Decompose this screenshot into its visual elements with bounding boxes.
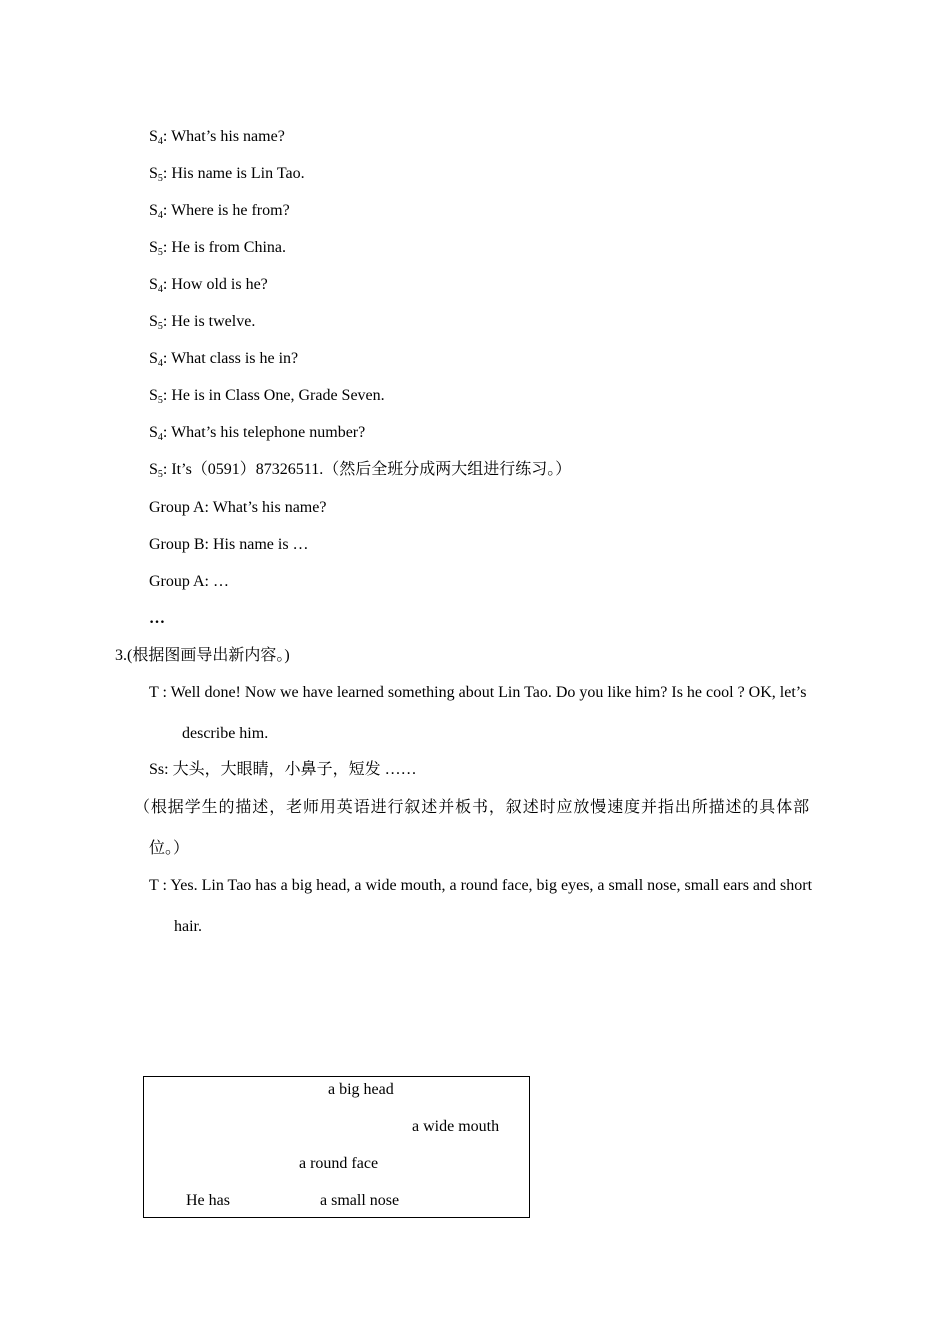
speaker-number: 5 [157,247,163,258]
speaker: S [149,461,158,478]
speaker-number: 4 [157,358,163,369]
dialogue-line [149,201,290,226]
dialogue-text: : He is in Class One, Grade Seven. [162,387,385,404]
dialogue-text: : It’s（0591）87326511.（然后全班分成两大组进行练习。） [162,461,572,478]
blackboard-box [143,1076,530,1218]
note-line-cont: 位。） [149,840,190,857]
speaker: S [149,350,158,367]
board-lead: He has [186,1192,230,1209]
speaker-number: 5 [157,395,163,406]
speaker-number: 4 [157,136,163,147]
speaker-number: 5 [157,469,163,480]
dialogue-text: : What class is he in? [162,350,299,367]
speaker-number: 5 [157,173,163,184]
dialogue-line [149,386,385,411]
ellipsis-line: … [149,610,165,627]
students-line: Ss: 大头，大眼睛，小鼻子，短发 …… [149,761,417,778]
dialogue-line [149,164,305,189]
speaker-number: 4 [157,210,163,221]
speaker: S [149,424,158,441]
group-line: Group B: His name is … [149,536,309,553]
dialogue-line [149,275,268,300]
speaker: S [149,313,158,330]
speaker: S [149,165,158,182]
group-line: Group A: What’s his name? [149,499,327,516]
speaker: S [149,239,158,256]
speaker-number: 4 [157,432,163,443]
teacher-line-cont: describe him. [182,725,269,742]
dialogue-text: : What’s his name? [162,128,285,145]
teacher-line: T : Yes. Lin Tao has a big head, a wide mouth, a round face, big eyes, a small nose, small ears and short [149,877,813,894]
speaker: S [149,387,158,404]
dialogue-line [149,349,298,374]
speaker-number: 5 [157,321,163,332]
board-item: a wide mouth [412,1118,500,1135]
dialogue-text: : His name is Lin Tao. [162,165,305,182]
board-item: a big head [328,1081,394,1098]
speaker: S [149,202,158,219]
dialogue-line [149,238,286,263]
board-item: a small nose [320,1192,400,1209]
dialogue-text: : Where is he from? [162,202,290,219]
dialogue-line [149,127,285,152]
teacher-line: T : Well done! Now we have learned something about Lin Tao. Do you like him? Is he cool ? OK, let’s [149,684,807,701]
teacher-line-cont: hair. [174,918,202,935]
speaker: S [149,276,158,293]
speaker-number: 4 [157,284,163,295]
dialogue-line [149,460,571,485]
dialogue-line [149,312,255,337]
dialogue-text: : He is from China. [162,239,286,256]
board-item: a round face [299,1155,379,1172]
step-heading: 3.(根据图画导出新内容。) [115,647,290,664]
note-line: （根据学生的描述，老师用英语进行叙述并板书，叙述时应放慢速度并指出所描述的具体部 [134,799,811,816]
group-line: Group A: … [149,573,229,590]
dialogue-text: : How old is he? [162,276,268,293]
dialogue-line [149,423,365,448]
dialogue-text: : What’s his telephone number? [162,424,366,441]
speaker: S [149,128,158,145]
dialogue-text: : He is twelve. [162,313,256,330]
